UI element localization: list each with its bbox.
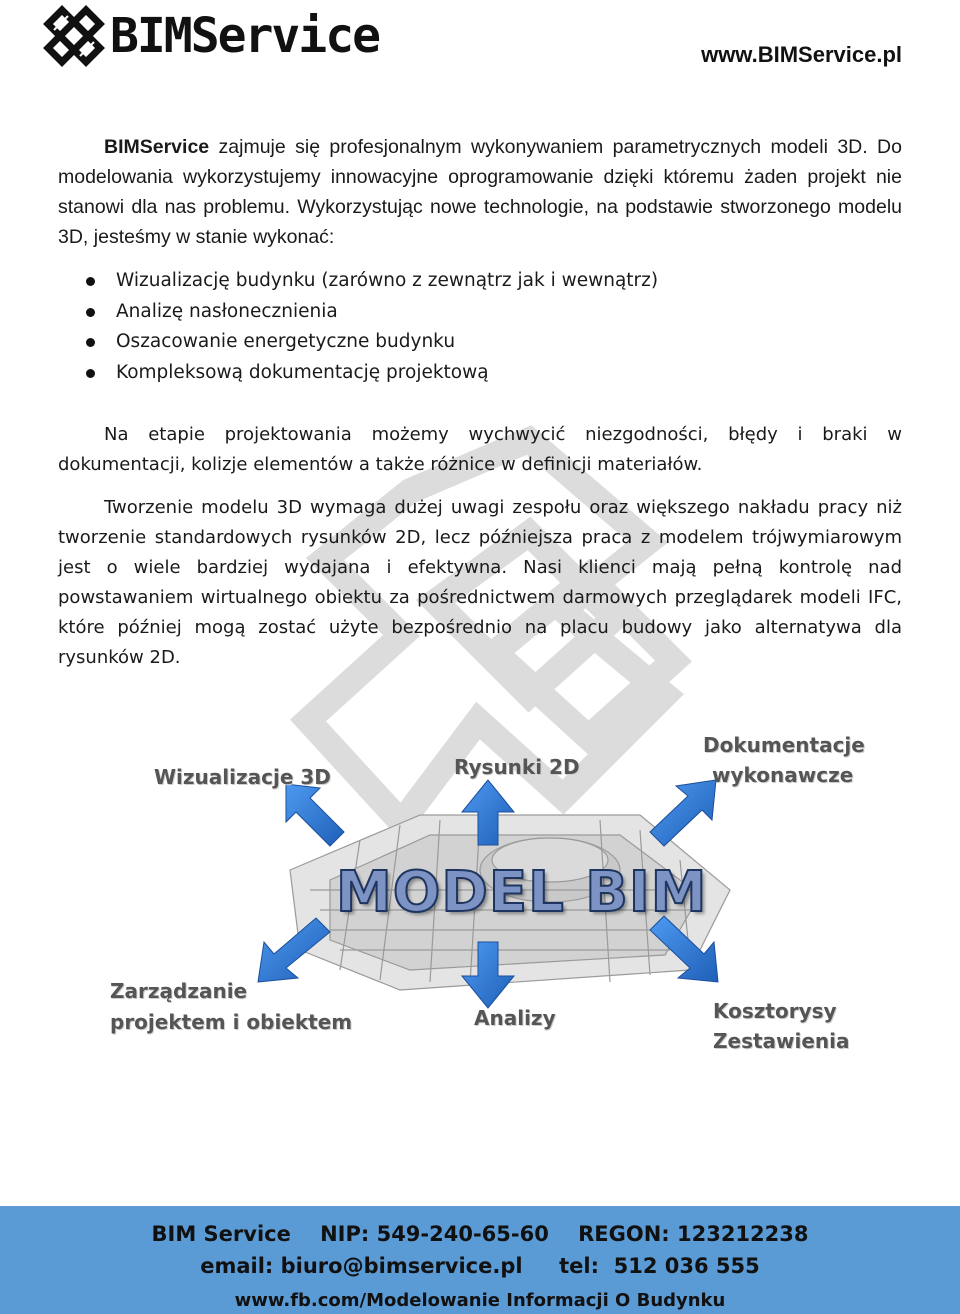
- label-zarzadzanie: Zarządzanie: [110, 979, 248, 1003]
- site-url[interactable]: www.BIMService.pl: [701, 42, 902, 67]
- list-item: Oszacowanie energetyczne budynku: [84, 327, 658, 358]
- label-wizualizacje: Wizualizacje 3D: [154, 765, 331, 789]
- arrow-down-icon: [462, 942, 514, 1008]
- brand-logo: [40, 2, 380, 74]
- bullet-icon: [86, 369, 95, 378]
- label-zestawienia: Zestawienia: [713, 1029, 850, 1053]
- bim-diagram: [0, 720, 960, 1080]
- contact-footer: [0, 1206, 960, 1314]
- bullet-icon: [86, 308, 95, 317]
- label-projektem: projektem i obiektem: [110, 1010, 353, 1034]
- logo-text: BIMService: [110, 8, 379, 64]
- label-analizy: Analizy: [474, 1006, 556, 1030]
- arrow-down-left-icon: [258, 918, 330, 982]
- list-item: Analizę nasłonecznienia: [84, 297, 658, 328]
- arrow-down-right-icon: [650, 916, 718, 982]
- intro-brand: BIMService: [104, 136, 210, 158]
- design-stage-paragraph: Na etapie projektowania możemy wychwycić niezgodności, błędy i braki w dokumentacji, kolizje elementów a także różnice w definicji materiałów.: [58, 424, 902, 475]
- arrow-up-left-icon: [286, 784, 344, 846]
- intro-paragraph: [58, 132, 902, 252]
- model-bim-title: MODEL BIM: [336, 860, 708, 925]
- footer-contact-line[interactable]: email: biuro@bimservice.pl tel: 512 036 555: [200, 1254, 760, 1278]
- arrow-up-icon: [462, 780, 514, 845]
- label-wykonawcze: wykonawcze: [712, 763, 854, 787]
- footer-company-line: BIM Service NIP: 549-240-65-60 REGON: 123212238: [151, 1222, 809, 1246]
- label-dokumentacje: Dokumentacje: [703, 733, 865, 757]
- arrow-up-right-icon: [650, 780, 716, 846]
- list-item: Kompleksową dokumentację projektową: [84, 358, 658, 389]
- service-list: [84, 266, 658, 388]
- bullet-icon: [86, 338, 95, 347]
- intro-text: zajmuje się profesjonalnym wykonywaniem parametrycznych modeli 3D. Do modelowania wykorzystujemy innowacyjne oprogramowanie dzięki któremu żaden projekt nie stanowi dla nas problemu. Wykorzystując nowe technologie, na podstawie stworzonego modelu 3D, jesteśmy w stanie wykonać:: [58, 136, 902, 248]
- model-work-paragraph: Tworzenie modelu 3D wymaga dużej uwagi zespołu oraz większego nakładu pracy niż tworzenie standardowych rysunków 2D, lecz późniejsza praca z modelem trójwymiarowym jest o wiele bardziej wydajana i efektywna. Nasi klienci mają pełną kontrolę nad powstawaniem wirtualnego obiektu za pośrednictwem darmowych przeglądarek modeli IFC, które później mogą zostać użyte bezpośrednio na placu budowy jako alternatywa dla rysunków 2D.: [58, 497, 902, 668]
- label-kosztorysy: Kosztorysy: [713, 999, 837, 1023]
- label-rysunki: Rysunki 2D: [454, 755, 580, 779]
- footer-facebook-link[interactable]: www.fb.com/Modelowanie Informacji O Budynku: [234, 1290, 726, 1311]
- list-item: Wizualizację budynku (zarówno z zewnątrz jak i wewnątrz): [84, 266, 658, 297]
- knot-logo-icon: [40, 2, 108, 74]
- bullet-icon: [86, 277, 95, 286]
